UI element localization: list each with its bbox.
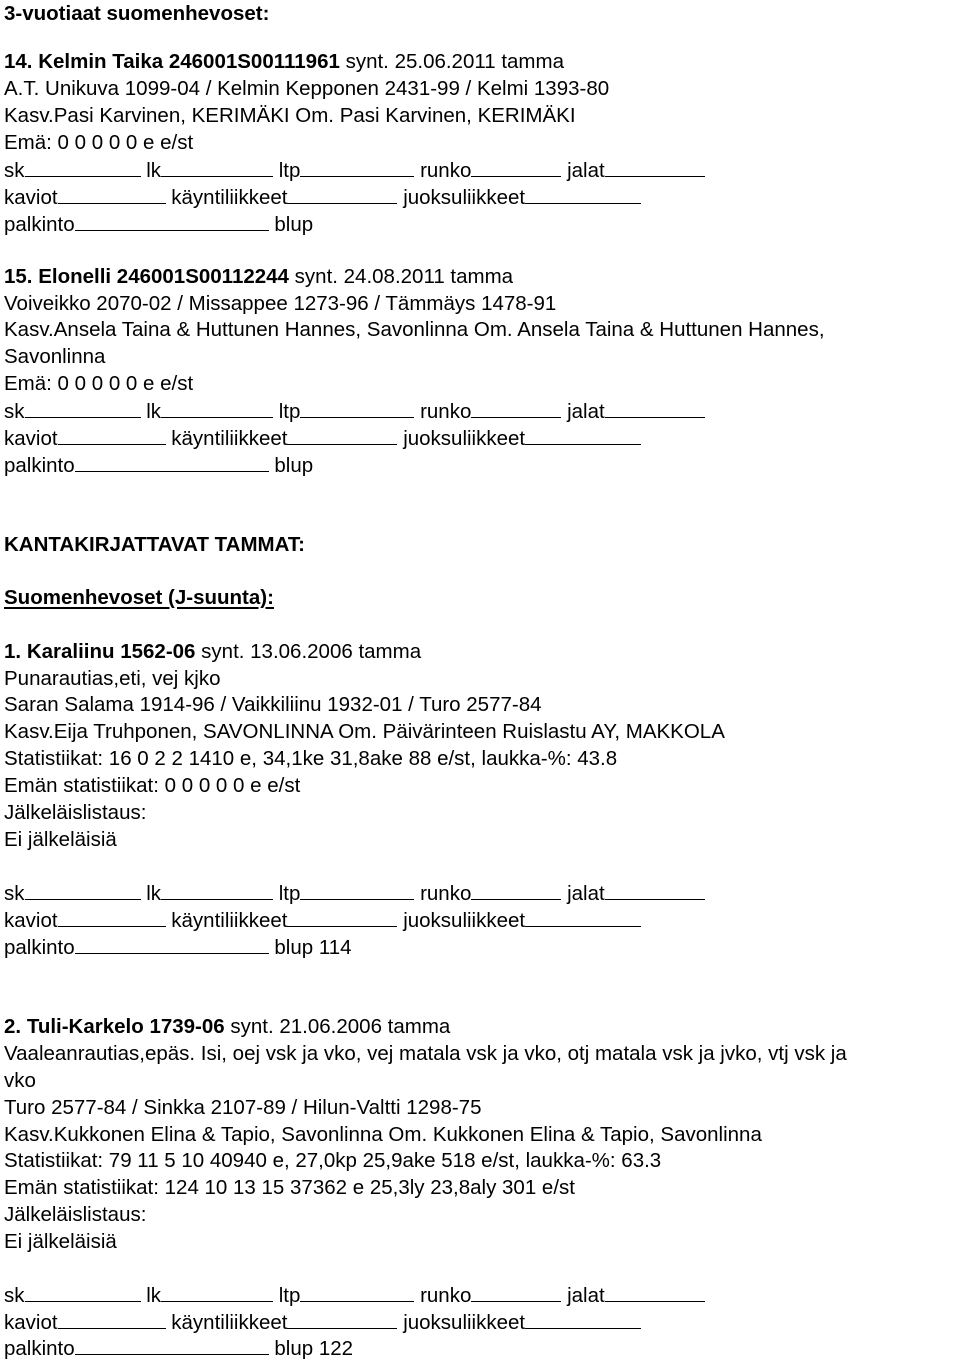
label-runko: runko bbox=[420, 159, 472, 182]
kayntiliikkeet-field[interactable] bbox=[287, 908, 397, 927]
horse-pedigree: A.T. Unikuva 1099-04 / Kelmin Kepponen 2431-99 / Kelmi 1393-80 bbox=[4, 77, 610, 100]
label-runko: runko bbox=[420, 400, 472, 423]
label-ltp: ltp bbox=[278, 400, 301, 423]
mare-color-cont: vko bbox=[4, 1069, 36, 1092]
form-row-movement bbox=[4, 1310, 641, 1335]
form-row-measures bbox=[4, 158, 705, 183]
mare-name-reg: Tuli-Karkelo 1739-06 bbox=[26, 1015, 225, 1038]
horse-number: 14. bbox=[4, 50, 33, 73]
label-blup: blup bbox=[274, 454, 314, 477]
runko-field[interactable] bbox=[471, 1283, 561, 1302]
runko-field[interactable] bbox=[471, 881, 561, 900]
form-row-prize bbox=[4, 453, 313, 478]
mare-dam-stats: Emän statistiikat: 124 10 13 15 37362 e 25,3ly 23,8aly 301 e/st bbox=[4, 1176, 575, 1199]
palkinto-field[interactable] bbox=[75, 453, 269, 472]
label-jalat: jalat bbox=[567, 1284, 605, 1307]
label-juoksuliikkeet: juoksuliikkeet bbox=[403, 427, 526, 450]
form-row-prize bbox=[4, 935, 352, 960]
mare-dam-stats: Emän statistiikat: 0 0 0 0 0 e e/st bbox=[4, 774, 301, 797]
label-jalat: jalat bbox=[567, 882, 605, 905]
mare-color: Vaaleanrautias,epäs. Isi, oej vsk ja vko, vej matala vsk ja vko, otj matala vsk ja jvko, vtj vsk ja bbox=[4, 1042, 847, 1065]
kaviot-field[interactable] bbox=[58, 908, 166, 927]
mare-number: 2. bbox=[4, 1015, 22, 1038]
mare-name-reg: Karaliinu 1562-06 bbox=[26, 640, 196, 663]
label-kayntiliikkeet: käyntiliikkeet bbox=[171, 427, 288, 450]
label-blup: blup bbox=[274, 1337, 314, 1360]
label-jalat: jalat bbox=[567, 159, 605, 182]
mare-number: 1. bbox=[4, 640, 22, 663]
kaviot-field[interactable] bbox=[58, 1310, 166, 1329]
mare-stats: Statistiikat: 16 0 2 2 1410 e, 34,1ke 31,8ake 88 e/st, laukka-%: 43.8 bbox=[4, 747, 618, 770]
juoksuliikkeet-field[interactable] bbox=[525, 426, 641, 445]
form-row-movement bbox=[4, 185, 641, 210]
label-juoksuliikkeet: juoksuliikkeet bbox=[403, 1311, 526, 1334]
offspring-label: Jälkeläislistaus: bbox=[4, 1203, 147, 1226]
dam-stats: Emä: 0 0 0 0 0 e e/st bbox=[4, 372, 194, 395]
runko-field[interactable] bbox=[471, 399, 561, 418]
lk-field[interactable] bbox=[161, 158, 273, 177]
offspring-text: Ei jälkeläisiä bbox=[4, 828, 117, 851]
horse-owner: Kasv.Pasi Karvinen, KERIMÄKI Om. Pasi Karvinen, KERIMÄKI bbox=[4, 104, 576, 127]
label-kaviot: kaviot bbox=[4, 1311, 58, 1334]
sk-field[interactable] bbox=[25, 881, 141, 900]
label-juoksuliikkeet: juoksuliikkeet bbox=[403, 909, 526, 932]
kaviot-field[interactable] bbox=[58, 426, 166, 445]
label-kayntiliikkeet: käyntiliikkeet bbox=[171, 909, 288, 932]
lk-field[interactable] bbox=[161, 1283, 273, 1302]
kaviot-field[interactable] bbox=[58, 185, 166, 204]
offspring-text: Ei jälkeläisiä bbox=[4, 1230, 117, 1253]
jalat-field[interactable] bbox=[605, 399, 705, 418]
mare-stats: Statistiikat: 79 11 5 10 40940 e, 27,0kp 25,9ake 518 e/st, laukka-%: 63.3 bbox=[4, 1149, 662, 1172]
label-runko: runko bbox=[420, 882, 472, 905]
form-row-prize bbox=[4, 212, 313, 237]
label-palkinto: palkinto bbox=[4, 1337, 75, 1360]
horse-pedigree: Voiveikko 2070-02 / Missappee 1273-96 / Tämmäys 1478-91 bbox=[4, 292, 557, 315]
label-ltp: ltp bbox=[278, 882, 301, 905]
horse-birth: synt. 25.06.2011 tamma bbox=[345, 50, 564, 73]
label-kayntiliikkeet: käyntiliikkeet bbox=[171, 1311, 288, 1334]
ltp-field[interactable] bbox=[300, 158, 414, 177]
label-sk: sk bbox=[4, 882, 25, 905]
label-jalat: jalat bbox=[567, 400, 605, 423]
mare-owner: Kasv.Kukkonen Elina & Tapio, Savonlinna Om. Kukkonen Elina & Tapio, Savonlinna bbox=[4, 1123, 762, 1146]
blup-value: 122 bbox=[318, 1337, 354, 1360]
label-kayntiliikkeet: käyntiliikkeet bbox=[171, 186, 288, 209]
ltp-field[interactable] bbox=[300, 881, 414, 900]
juoksuliikkeet-field[interactable] bbox=[525, 185, 641, 204]
palkinto-field[interactable] bbox=[75, 212, 269, 231]
lk-field[interactable] bbox=[161, 399, 273, 418]
offspring-label: Jälkeläislistaus: bbox=[4, 801, 147, 824]
horse-owner-cont: Savonlinna bbox=[4, 345, 106, 368]
label-runko: runko bbox=[420, 1284, 472, 1307]
label-kaviot: kaviot bbox=[4, 909, 58, 932]
mare-header bbox=[4, 640, 421, 664]
mare-birth: synt. 21.06.2006 tamma bbox=[230, 1015, 451, 1038]
label-blup: blup bbox=[274, 213, 314, 236]
label-palkinto: palkinto bbox=[4, 454, 75, 477]
label-lk: lk bbox=[146, 882, 162, 905]
label-palkinto: palkinto bbox=[4, 936, 75, 959]
jalat-field[interactable] bbox=[605, 158, 705, 177]
mare-color: Punarautias,eti, vej kjko bbox=[4, 667, 221, 690]
ltp-field[interactable] bbox=[300, 399, 414, 418]
label-kaviot: kaviot bbox=[4, 427, 58, 450]
label-sk: sk bbox=[4, 1284, 25, 1307]
mare-pedigree: Saran Salama 1914-96 / Vaikkiliinu 1932-01 / Turo 2577-84 bbox=[4, 693, 542, 716]
lk-field[interactable] bbox=[161, 881, 273, 900]
horse-owner: Kasv.Ansela Taina & Huttunen Hannes, Savonlinna Om. Ansela Taina & Huttunen Hannes, bbox=[4, 318, 825, 341]
label-palkinto: palkinto bbox=[4, 213, 75, 236]
sk-field[interactable] bbox=[25, 158, 141, 177]
mare-pedigree: Turo 2577-84 / Sinkka 2107-89 / Hilun-Valtti 1298-75 bbox=[4, 1096, 482, 1119]
palkinto-field[interactable] bbox=[75, 1336, 269, 1355]
horse-header bbox=[4, 50, 564, 74]
form-row-measures bbox=[4, 1283, 705, 1308]
palkinto-field[interactable] bbox=[75, 935, 269, 954]
horse-name-reg: Elonelli 246001S00112244 bbox=[38, 265, 289, 288]
label-blup: blup bbox=[274, 936, 314, 959]
blup-value: 114 bbox=[318, 936, 352, 959]
mare-owner: Kasv.Eija Truhponen, SAVONLINNA Om. Päivärinteen Ruislastu AY, MAKKOLA bbox=[4, 720, 725, 743]
label-kaviot: kaviot bbox=[4, 186, 58, 209]
mare-header bbox=[4, 1015, 450, 1039]
kayntiliikkeet-field[interactable] bbox=[287, 1310, 397, 1329]
kayntiliikkeet-field[interactable] bbox=[287, 185, 397, 204]
juoksuliikkeet-field[interactable] bbox=[525, 1310, 641, 1329]
dam-stats: Emä: 0 0 0 0 0 e e/st bbox=[4, 131, 194, 154]
mares-title: KANTAKIRJATTAVAT TAMMAT: bbox=[4, 533, 305, 556]
jalat-field[interactable] bbox=[605, 881, 705, 900]
sk-field[interactable] bbox=[25, 399, 141, 418]
label-lk: lk bbox=[146, 159, 162, 182]
section-title: 3-vuotiaat suomenhevoset: bbox=[4, 2, 270, 25]
mare-birth: synt. 13.06.2006 tamma bbox=[201, 640, 422, 663]
label-lk: lk bbox=[146, 1284, 162, 1307]
label-juoksuliikkeet: juoksuliikkeet bbox=[403, 186, 526, 209]
form-row-movement bbox=[4, 908, 641, 933]
label-sk: sk bbox=[4, 159, 25, 182]
horse-name-reg: Kelmin Taika 246001S00111961 bbox=[38, 50, 340, 73]
horse-birth: synt. 24.08.2011 tamma bbox=[294, 265, 514, 288]
form-row-measures bbox=[4, 399, 705, 424]
label-lk: lk bbox=[146, 400, 162, 423]
kayntiliikkeet-field[interactable] bbox=[287, 426, 397, 445]
label-ltp: ltp bbox=[278, 1284, 301, 1307]
ltp-field[interactable] bbox=[300, 1283, 414, 1302]
label-ltp: ltp bbox=[278, 159, 301, 182]
horse-header bbox=[4, 265, 513, 289]
label-sk: sk bbox=[4, 400, 25, 423]
runko-field[interactable] bbox=[471, 158, 561, 177]
jalat-field[interactable] bbox=[605, 1283, 705, 1302]
form-row-prize bbox=[4, 1336, 353, 1361]
juoksuliikkeet-field[interactable] bbox=[525, 908, 641, 927]
sk-field[interactable] bbox=[25, 1283, 141, 1302]
form-row-measures bbox=[4, 881, 705, 906]
form-row-movement bbox=[4, 426, 641, 451]
horse-number: 15. bbox=[4, 265, 33, 288]
mares-subtitle: Suomenhevoset (J-suunta): bbox=[4, 586, 274, 609]
